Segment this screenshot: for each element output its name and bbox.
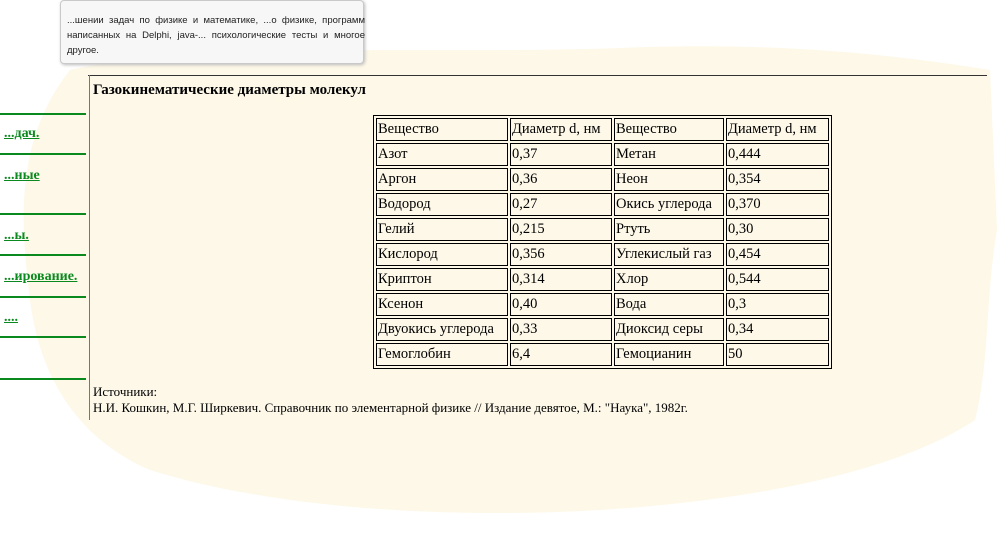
table-cell: 0,37 — [510, 143, 612, 166]
content-border-top — [88, 75, 987, 76]
table-cell: Метан — [614, 143, 724, 166]
table-cell: 0,354 — [726, 168, 829, 191]
table-cell: 0,40 — [510, 293, 612, 316]
table-cell: 6,4 — [510, 343, 612, 366]
table-cell: 0,36 — [510, 168, 612, 191]
page-title: Газокинематические диаметры молекул — [93, 82, 366, 98]
table-cell: Гемоцианин — [614, 343, 724, 366]
table-row — [376, 193, 829, 216]
nav-link-2[interactable]: ...ные — [4, 168, 40, 183]
table-cell: 0,370 — [726, 193, 829, 216]
nav-link-5[interactable]: .... — [4, 310, 18, 325]
table-row — [376, 143, 829, 166]
table-row — [376, 218, 829, 241]
table-cell: Вода — [614, 293, 724, 316]
table-cell: Гемоглобин — [376, 343, 508, 366]
table-row — [376, 168, 829, 191]
table-cell: 0,444 — [726, 143, 829, 166]
table-cell: 0,30 — [726, 218, 829, 241]
table-cell: Окись углерода — [614, 193, 724, 216]
nav-link-1[interactable]: ...дач. — [4, 126, 40, 141]
table-cell: 50 — [726, 343, 829, 366]
nav-divider — [0, 296, 86, 298]
table-cell: Хлор — [614, 268, 724, 291]
table-header-cell: Вещество — [376, 118, 508, 141]
nav-divider — [0, 378, 86, 380]
table-cell: 0,454 — [726, 243, 829, 266]
nav-divider — [0, 254, 86, 256]
table-cell: Ртуть — [614, 218, 724, 241]
table-cell: Диоксид серы — [614, 318, 724, 341]
table-row — [376, 268, 829, 291]
table-cell: 0,33 — [510, 318, 612, 341]
nav-divider — [0, 113, 86, 115]
table-row — [376, 243, 829, 266]
table-row — [376, 293, 829, 316]
info-box — [60, 0, 364, 64]
table-cell: 0,544 — [726, 268, 829, 291]
nav-divider — [0, 153, 86, 155]
table-row — [376, 318, 829, 341]
table-cell: Водород — [376, 193, 508, 216]
nav-divider — [0, 213, 86, 215]
table-row — [376, 343, 829, 366]
sources-citation: Н.И. Кошкин, М.Г. Ширкевич. Справочник по элементарной физике // Издание девятое, М.: "Наука", 1982г. — [93, 400, 688, 415]
nav-link-4[interactable]: ...ирование. — [4, 269, 78, 284]
table-header-cell: Вещество — [614, 118, 724, 141]
table-cell: 0,356 — [510, 243, 612, 266]
table-cell: Гелий — [376, 218, 508, 241]
table-header-cell: Диаметр d, нм — [726, 118, 829, 141]
nav-link-3[interactable]: ...ы. — [4, 228, 29, 243]
table-cell: Кислород — [376, 243, 508, 266]
table-cell: Неон — [614, 168, 724, 191]
table-cell: Двуокись углерода — [376, 318, 508, 341]
content-border-left — [89, 75, 90, 420]
table-cell: Криптон — [376, 268, 508, 291]
nav-divider — [0, 336, 86, 338]
table-cell: 0,3 — [726, 293, 829, 316]
molecule-diameter-table — [373, 115, 832, 369]
table-cell: Азот — [376, 143, 508, 166]
table-header-cell: Диаметр d, нм — [510, 118, 612, 141]
table-cell: 0,27 — [510, 193, 612, 216]
table-cell: Аргон — [376, 168, 508, 191]
info-box-text: ...шении задач по физике и математике, ...о физике, программ написанных на Delphi, java-... психологические тесты и многое другое. — [67, 15, 365, 56]
table-cell: 0,34 — [726, 318, 829, 341]
table-cell: 0,215 — [510, 218, 612, 241]
sources-label: Источники: — [93, 384, 158, 399]
table-cell: Ксенон — [376, 293, 508, 316]
table-header-row — [376, 118, 829, 141]
table-cell: Углекислый газ — [614, 243, 724, 266]
table-cell: 0,314 — [510, 268, 612, 291]
